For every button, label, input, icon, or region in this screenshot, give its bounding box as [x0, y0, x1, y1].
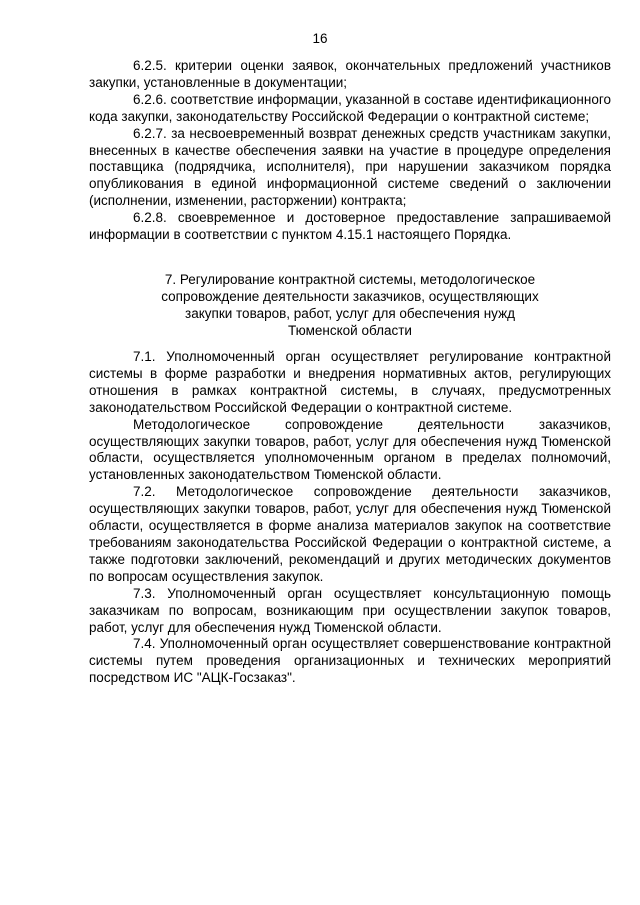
clause-7-3: 7.3. Уполномоченный орган осуществляет консультационную помощь заказчикам по вопросам, возникающим при осуществлении закупок товаров, работ, услуг для обеспечения нужд Тюменской области. — [89, 585, 611, 635]
clause-7-1: 7.1. Уполномоченный орган осуществляет регулирование контрактной системы в форме разработки и внедрения нормативных актов, регулирующих отношения в рамках контрактной системы, в случаях, предусмотренных законодательством Российской Федерации о контрактной системе. — [89, 349, 611, 415]
section-heading-line: сопровождение деятельности заказчиков, осуществляющих — [161, 288, 539, 304]
clause-7-1-methodology: Методологическое сопровождение деятельности заказчиков, осуществляющих закупки товаров, работ, услуг для обеспечения нужд Тюменской области, осуществляется уполномоченным органом в пределах полномочий, установленных законодательством Тюменской области. — [89, 416, 611, 483]
clause-6-2-5: 6.2.5. критерии оценки заявок, окончательных предложений участников закупки, установленные в документации; — [89, 58, 611, 90]
section-heading-line: Тюменской области — [288, 322, 412, 338]
clause-6-2-list — [89, 58, 611, 244]
section-7-heading — [89, 272, 611, 340]
section-7-body — [89, 349, 611, 687]
clause-6-2-8: 6.2.8. своевременное и достоверное предоставление запрашиваемой информации в соответствии с пунктом 4.15.1 настоящего Порядка. — [89, 210, 611, 243]
clause-6-2-7: 6.2.7. за несвоевременный возврат денежных средств участникам закупки, внесенных в качестве обеспечения заявки на участие в процедуре определения поставщика (подрядчика, исполнителя), при нарушении заказчиком порядка опубликования в единой информационной системе сведений о заключении (исполнении, изменении, расторжении) контракта; — [89, 125, 611, 209]
section-heading-line: 7. Регулирование контрактной системы, методологическое — [164, 272, 536, 287]
section-heading-line: закупки товаров, работ, услуг для обеспечения нужд — [185, 305, 515, 321]
clause-7-2: 7.2. Методологическое сопровождение деятельности заказчиков, осуществляющих закупки товаров, работ, услуг для обеспечения нужд Тюменской области, осуществляется в форме анализа материалов закупок на соответствие требованиям законодательства Российской Федерации о контрактной системе, а также подготовки заключений, рекомендаций и других методических документов по вопросам осуществления закупок. — [89, 484, 611, 584]
clause-6-2-6: 6.2.6. соответствие информации, указанной в составе идентификационного кода закупки, законодательству Российской Федерации о контрактной системе; — [89, 91, 611, 124]
clause-7-4: 7.4. Уполномоченный орган осуществляет совершенствование контрактной системы путем проведения организационных и технических мероприятий посредством ИС "АЦК-Госзаказ". — [89, 636, 611, 686]
page-number: 16 — [312, 31, 328, 46]
